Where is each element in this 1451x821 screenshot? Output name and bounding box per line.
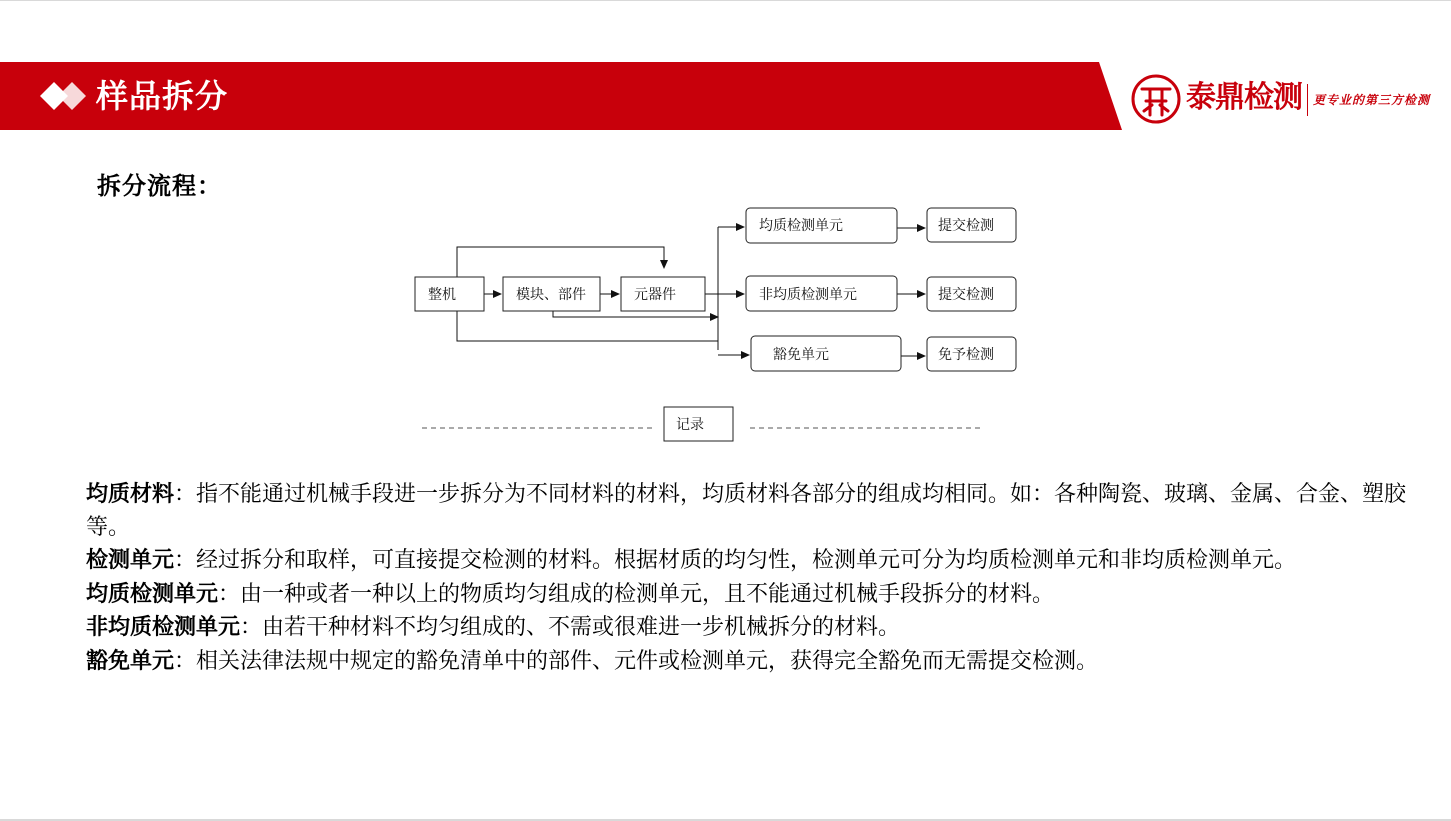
top-border <box>0 0 1451 1</box>
disassembly-flowchart <box>400 195 1030 450</box>
definition-separator: ： <box>240 615 263 640</box>
node-module: 模块、部件 <box>516 287 586 303</box>
node-component: 元器件 <box>634 287 676 303</box>
node-submit-1: 提交检测 <box>938 218 994 234</box>
definition-item <box>86 578 1431 612</box>
definition-text: 经过拆分和取样，可直接提交检测的材料。根据材质的均匀性，检测单元可分为均质检测单元和非均质检测单元。 <box>196 548 1297 573</box>
company-logo-icon <box>1130 71 1182 127</box>
node-exempt-test: 免予检测 <box>938 347 994 363</box>
definition-item <box>86 544 1431 578</box>
definition-text: 相关法律法规中规定的豁免清单中的部件、元件或检测单元，获得完全豁免而无需提交检测。 <box>196 648 1099 674</box>
node-whole: 整机 <box>428 287 456 303</box>
definition-item <box>86 611 1431 645</box>
definition-text: 由若干种材料不均匀组成的、不需或很难进一步机械拆分的材料。 <box>262 615 901 640</box>
definition-term: 均质检测单元 <box>86 580 219 607</box>
company-slogan: 更专业的第三方检测 <box>1313 93 1431 107</box>
node-exempt-unit: 豁免单元 <box>773 347 829 363</box>
definition-separator: ： <box>174 648 197 674</box>
definition-separator: ： <box>218 581 241 607</box>
definition-term: 均质材料 <box>86 481 175 507</box>
definition-term: 非均质检测单元 <box>86 614 241 640</box>
definition-item <box>86 478 1431 544</box>
definition-text: 指不能通过机械手段进一步拆分为不同材料的材料，均质材料各部分的组成均相同。如：各种陶瓷、玻璃、金属、合金、塑胶等。 <box>86 482 1407 540</box>
node-homogeneous-unit: 均质检测单元 <box>759 218 843 234</box>
definition-item <box>86 645 1431 679</box>
definitions-list <box>86 478 1431 678</box>
node-submit-2: 提交检测 <box>938 287 994 303</box>
node-record: 记录 <box>676 417 704 433</box>
definition-text: 由一种或者一种以上的物质均匀组成的检测单元，且不能通过机械手段拆分的材料。 <box>240 581 1055 607</box>
definition-term: 检测单元 <box>86 547 175 573</box>
logo-divider <box>1307 84 1308 116</box>
definition-term: 豁免单元 <box>86 647 175 674</box>
node-nonhomogeneous-unit: 非均质检测单元 <box>759 287 857 303</box>
definition-separator: ： <box>174 548 197 573</box>
section-heading: 拆分流程： <box>97 171 222 200</box>
connector-whole-to-component <box>457 247 664 277</box>
company-name: 泰鼎检测 <box>1186 80 1302 115</box>
connector-module-down <box>553 311 718 317</box>
page-title: 样品拆分 <box>96 77 229 115</box>
definition-separator: ： <box>174 482 197 507</box>
diamond-bullet-icon <box>38 74 90 118</box>
